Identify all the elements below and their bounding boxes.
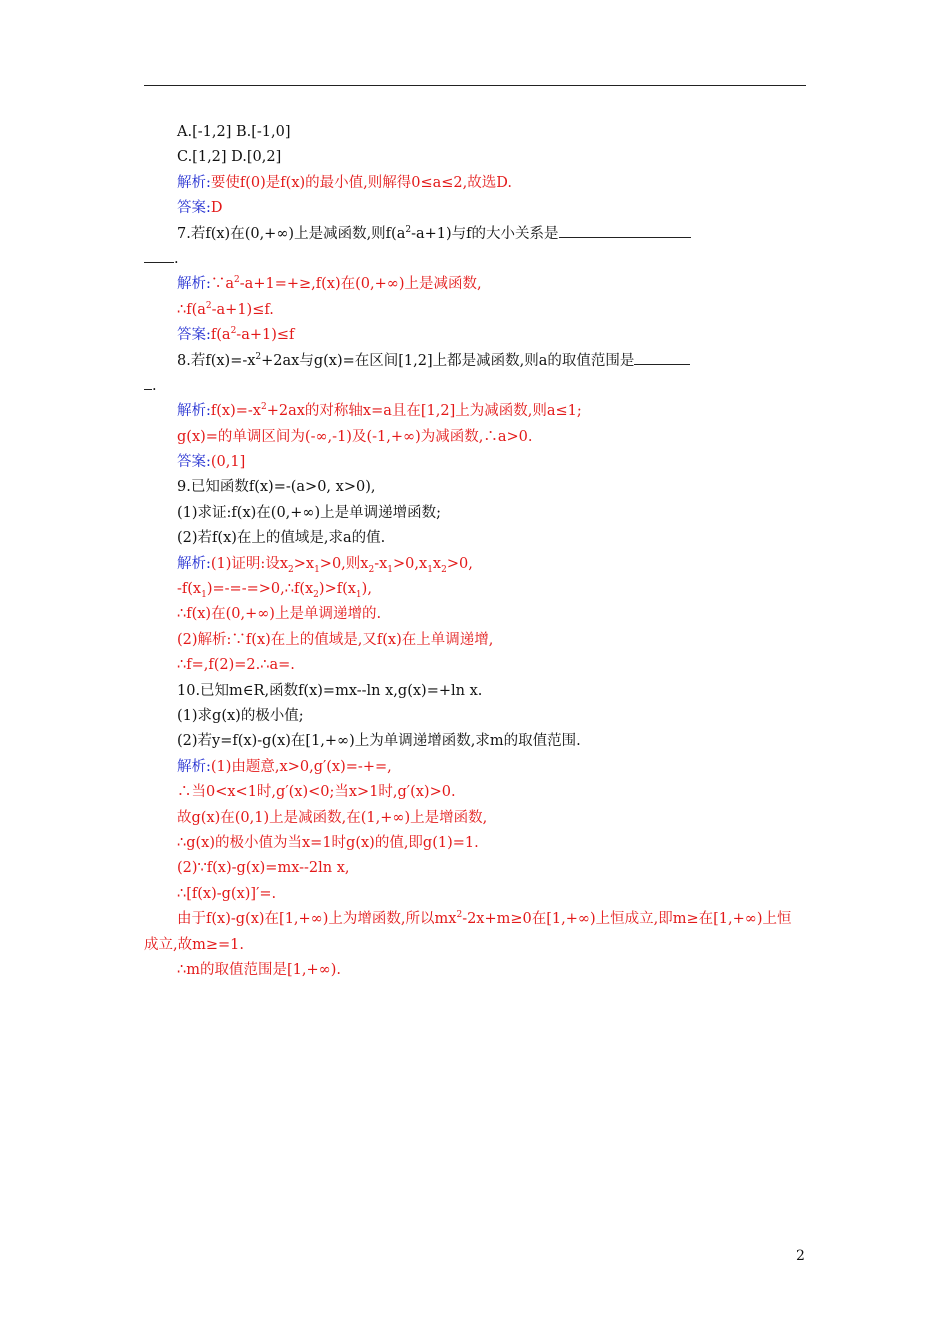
- analysis-label: 解析:: [177, 403, 211, 420]
- q7-stem: 7.若f(x)在(0,+∞)上是减函数,则$f(a^2-a+1)$与f的大小关系是: [144, 222, 806, 247]
- header-rule: [144, 85, 806, 86]
- q8-analysis: 解析$:f(x)=-x^2+2ax$的对称轴x=a且在[1,2]上为减函数,则a≤1;: [177, 402, 582, 420]
- answer-label: 答案:: [177, 454, 211, 471]
- answer-label: 答案:: [177, 327, 211, 344]
- q10-part2: (2)若y=f(x)-g(x)在[1,+∞)上为单调递增函数,求m的取值范围.: [177, 733, 581, 750]
- document-body: [144, 120, 806, 983]
- analysis-label: 解析:: [177, 758, 211, 775]
- q10-solution-5: (2)∵f(x)-g(x)=mx--2ln x,: [177, 860, 350, 877]
- q8-stem: 8.若$f(x)=-x^2+2ax$与g(x)=在区间[1,2]上都是减函数,则a的取值范围是: [144, 349, 806, 374]
- q8-stem-cont: .: [144, 374, 806, 399]
- q7-analysis: 解析$:\because a^2-a+1=+\ge,f(x)$在(0,+∞)上是减函数,: [177, 275, 482, 293]
- q9-solution-3: ∴f(x)在(0,+∞)上是单调递增的.: [177, 606, 382, 623]
- q7-conclusion: $\therefore f(a^2-a+1)\le f$.: [177, 300, 274, 318]
- q9-part1: (1)求证:f(x)在(0,+∞)上是单调递增函数;: [177, 504, 442, 521]
- page-number: 2: [796, 1248, 805, 1264]
- q10-part1: (1)求g(x)的极小值;: [177, 707, 304, 724]
- q6-analysis: [144, 171, 806, 196]
- q10-solution-4: ∴g(x)的极小值为当x=1时g(x)的值,即g(1)=1.: [177, 834, 479, 851]
- q9-solution-1: 解析:(1)证明:设$x_2>x_1>0$,则$x_2-x_1>0,x_1x_2>0$,: [177, 555, 473, 575]
- answer-text: D: [210, 200, 223, 217]
- q10-stem: 10.已知m∈R,函数f(x)=mx--ln x,g(x)=+ln x.: [177, 682, 483, 699]
- answer-text: (0,1]: [210, 454, 246, 471]
- options-ab: A.[-1,2] B.[-1,0]: [177, 124, 291, 140]
- q8-analysis-line2: g(x)=的单调区间为(-∞,-1)及(-1,+∞)为减函数,∴a>0.: [177, 428, 533, 445]
- analysis-label: 解析:: [177, 174, 211, 191]
- analysis-label: 解析:: [177, 555, 211, 572]
- q7-stem-cont: .: [144, 247, 806, 272]
- answer-label: 答案:: [177, 200, 211, 217]
- answer-blank: [144, 248, 174, 263]
- analysis-text: 要使f(0)是f(x)的最小值,则解得0≤a≤2,故选D.: [210, 174, 512, 191]
- answer-blank: [144, 375, 152, 390]
- q10-solution-1: 解析:(1)由题意,x>0,g′(x)=-+=,: [177, 758, 392, 775]
- q7-answer: 答案$:f(a^2-a+1)\le f$: [177, 326, 295, 344]
- q10-solution-3: 故g(x)在(0,1)上是减函数,在(1,+∞)上是增函数,: [177, 809, 488, 826]
- q10-solution-8: ∴m的取值范围是[1,+∞).: [177, 961, 341, 978]
- answer-blank: [634, 350, 690, 365]
- q10-solution-6: ∴[f(x)-g(x)]′=.: [177, 885, 277, 902]
- q8-answer: [144, 450, 806, 475]
- q9-stem: 9.已知函数f(x)=-(a>0, x>0),: [177, 479, 376, 496]
- q9-part2: (2)若f(x)在上的值域是,求a的值.: [177, 530, 386, 547]
- q10-solution-7: 由于f(x)-g(x)在[1,+∞)上为增函数,所以$mx^2-2x+m\ge 0$在[1,+∞)上恒成立,即m≥在[1,+∞)上恒成立,故m≥=1.: [144, 910, 792, 953]
- options-cd: C.[1,2] D.[0,2]: [177, 149, 282, 166]
- q9-solution-5: ∴f=,f(2)=2.∴a=.: [177, 657, 295, 674]
- q9-solution-2: $-f(x_1)=-=-=>0,\therefore f(x_2)>f(x_1)$,: [177, 581, 372, 600]
- answer-blank: [559, 223, 691, 238]
- q10-solution-2: ∴当0<x<1时,g′(x)<0;当x>1时,g′(x)>0.: [177, 784, 456, 801]
- analysis-label: 解析:: [177, 276, 211, 293]
- q9-solution-4: (2)解析:∵f(x)在上的值域是,又f(x)在上单调递增,: [177, 631, 494, 648]
- q6-answer: [144, 196, 806, 221]
